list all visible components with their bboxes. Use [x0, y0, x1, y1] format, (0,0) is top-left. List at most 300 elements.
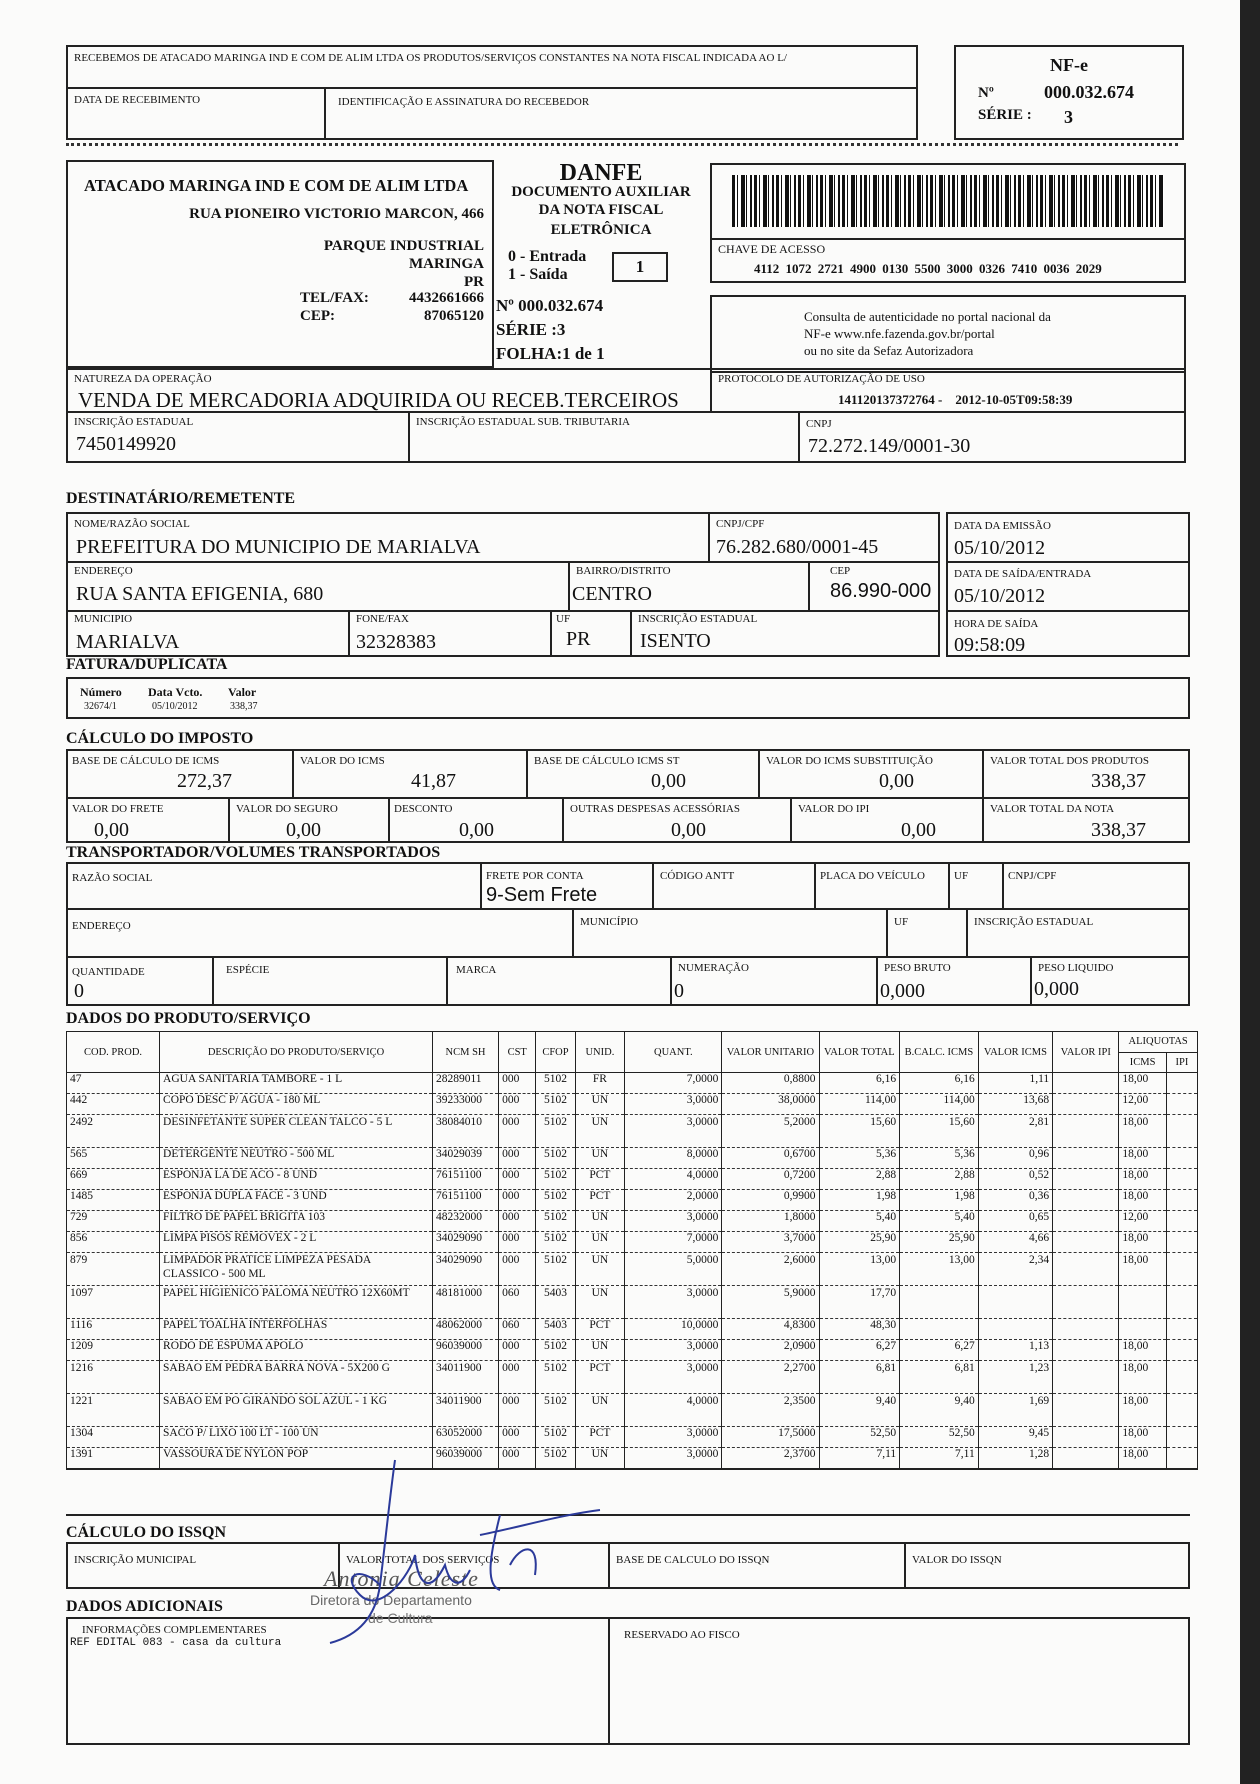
nfe-number-label: Nº — [978, 85, 994, 101]
table-cell: 48062000 — [432, 1319, 498, 1340]
table-cell: 1,98 — [900, 1190, 979, 1211]
table-cell: AGUA SANITARIA TAMBORE - 1 L — [160, 1073, 433, 1094]
municipal-registration-label: INSCRIÇÃO MUNICIPAL — [74, 1554, 197, 1566]
products-section-title: DADOS DO PRODUTO/SERVIÇO — [66, 1010, 311, 1027]
table-cell — [1166, 1115, 1197, 1148]
table-cell: 0,7200 — [722, 1169, 819, 1190]
recipient-section-title: DESTINATÁRIO/REMETENTE — [66, 490, 296, 507]
table-cell: SABAO EM PEDRA BARRA NOVA - 5X200 G — [160, 1361, 433, 1394]
col-aliq-ipi: IPI — [1166, 1052, 1197, 1073]
table-cell: PCT — [575, 1427, 625, 1448]
exit-time: 09:58:09 — [954, 634, 1026, 656]
table-cell — [1053, 1073, 1119, 1094]
table-cell: PCT — [575, 1169, 625, 1190]
table-cell: 2,88 — [900, 1169, 979, 1190]
recipient-uf-label: UF — [556, 613, 571, 625]
table-cell: 39233000 — [432, 1094, 498, 1115]
table-cell: 25,90 — [900, 1232, 979, 1253]
operation-nature-value: VENDA DE MERCADORIA ADQUIRIDA OU RECEB.TERCEIROS — [78, 388, 679, 412]
table-cell: 7,11 — [819, 1448, 900, 1470]
carrier-city-label: MUNICÍPIO — [580, 916, 639, 928]
table-cell: 5,40 — [819, 1211, 900, 1232]
table-cell: 38,0000 — [722, 1094, 819, 1115]
table-cell: 5403 — [536, 1319, 575, 1340]
tax-section-title: CÁLCULO DO IMPOSTO — [66, 730, 254, 747]
insurance-label: VALOR DO SEGURO — [236, 803, 338, 815]
table-row — [67, 1094, 1198, 1115]
icms-st-value-label: VALOR DO ICMS SUBSTITUIÇÃO — [766, 755, 933, 767]
table-cell: 10,0000 — [625, 1319, 722, 1340]
table-cell: 729 — [67, 1211, 160, 1232]
issuer-city: MARINGA — [409, 256, 484, 272]
table-cell — [1053, 1190, 1119, 1211]
table-cell: 5102 — [536, 1340, 575, 1361]
issuer-district: PARQUE INDUSTRIAL — [323, 238, 484, 254]
table-cell: 7,0000 — [625, 1073, 722, 1094]
issue-date-label: DATA DA EMISSÃO — [954, 520, 1051, 532]
barcode-icon — [732, 175, 1164, 227]
discount-value: 0,00 — [459, 819, 494, 841]
table-cell: 3,0000 — [625, 1361, 722, 1394]
table-cell: 5,2000 — [722, 1115, 819, 1148]
table-cell: 000 — [499, 1253, 536, 1286]
access-key-label: CHAVE DE ACESSO — [718, 242, 826, 256]
table-row — [67, 1394, 1198, 1427]
discount-label: DESCONTO — [394, 803, 453, 815]
icms-value: 41,87 — [411, 770, 456, 792]
col-valor-icms: VALOR ICMS — [978, 1032, 1052, 1073]
table-cell — [1166, 1190, 1197, 1211]
table-cell: 1,11 — [978, 1073, 1052, 1094]
cnpj-label: CNPJ — [806, 418, 832, 430]
freight-label: VALOR DO FRETE — [72, 803, 164, 815]
table-cell: 18,00 — [1119, 1232, 1167, 1253]
table-cell — [1053, 1094, 1119, 1115]
net-weight-label: PESO LIQUIDO — [1038, 962, 1114, 974]
table-cell — [1053, 1448, 1119, 1470]
other-expenses-label: OUTRAS DESPESAS ACESSÓRIAS — [570, 803, 740, 815]
issue-date: 05/10/2012 — [954, 537, 1046, 559]
table-cell — [1053, 1169, 1119, 1190]
issuer-cep: 87065120 — [424, 308, 484, 324]
ipi-label: VALOR DO IPI — [798, 803, 870, 815]
authenticity-line-3: ou no site da Sefaz Autorizadora — [804, 343, 974, 358]
table-cell: 17,70 — [819, 1286, 900, 1319]
table-cell: 000 — [499, 1115, 536, 1148]
table-cell — [1053, 1394, 1119, 1427]
nfe-serie: 3 — [1064, 107, 1073, 127]
col-ncm: NCM SH — [432, 1032, 498, 1073]
protocol-value: 141120137372764 - 2012-10-05T09:58:39 — [838, 392, 1073, 407]
receipt-text: RECEBEMOS DE ATACADO MARINGA IND E COM DE ALIM LTDA OS PRODUTOS/SERVIÇOS CONSTANTES NA NOTA FISCAL INDICADA AO L/ — [74, 52, 787, 64]
products-total: 338,37 — [1091, 770, 1146, 792]
issuer-name: ATACADO MARINGA IND E COM DE ALIM LTDA — [84, 176, 469, 195]
table-cell: 6,27 — [900, 1340, 979, 1361]
issuer-tel: 4432661666 — [409, 290, 484, 306]
products-header-row — [67, 1032, 1198, 1053]
danfe-tipo-box: 1 — [612, 252, 668, 282]
table-cell: 6,81 — [900, 1361, 979, 1394]
icms-base: 272,37 — [177, 770, 232, 792]
table-cell — [1166, 1094, 1197, 1115]
table-cell: COPO DESC P/ AGUA - 180 ML — [160, 1094, 433, 1115]
table-cell: 1,69 — [978, 1394, 1052, 1427]
carrier-cnpj-label: CNPJ/CPF — [1008, 870, 1057, 882]
table-cell: 18,00 — [1119, 1073, 1167, 1094]
invoice-value: 338,37 — [230, 701, 258, 712]
icms-value-label: VALOR DO ICMS — [300, 755, 385, 767]
complementary-info-text: REF EDITAL 083 - casa da cultura — [70, 1637, 282, 1649]
table-cell: 28289011 — [432, 1073, 498, 1094]
table-cell: 13,00 — [819, 1253, 900, 1286]
table-cell — [1053, 1361, 1119, 1394]
col-descricao: DESCRIÇÃO DO PRODUTO/SERVIÇO — [160, 1032, 433, 1073]
table-row — [67, 1211, 1198, 1232]
table-cell: 0,52 — [978, 1169, 1052, 1190]
table-cell: 3,0000 — [625, 1094, 722, 1115]
table-cell: 565 — [67, 1148, 160, 1169]
table-cell: 0,6700 — [722, 1148, 819, 1169]
additional-section-title: DADOS ADICIONAIS — [66, 1598, 223, 1615]
table-row — [67, 1253, 1198, 1286]
danfe-saida: 1 - Saída — [508, 266, 568, 283]
table-cell: 4,66 — [978, 1232, 1052, 1253]
carrier-address-label: ENDEREÇO — [72, 920, 131, 932]
table-cell: 000 — [499, 1211, 536, 1232]
plate-label: PLACA DO VEÍCULO — [820, 870, 925, 882]
table-cell: 5102 — [536, 1169, 575, 1190]
table-cell — [1053, 1253, 1119, 1286]
table-cell: 000 — [499, 1448, 536, 1470]
invoice-number-label: Número — [80, 685, 122, 699]
authenticity-line-1: Consulta de autenticidade no portal nacional da — [804, 309, 1051, 324]
table-cell — [1119, 1286, 1167, 1319]
table-row — [67, 1448, 1198, 1470]
table-cell: PAPEL TOALHA INTERFOLHAS — [160, 1319, 433, 1340]
danfe-subtitle-3: ELETRÔNICA — [550, 222, 652, 238]
stamp-title-2: de Cultura — [368, 1610, 433, 1626]
table-cell — [1053, 1286, 1119, 1319]
icms-st-base-label: BASE DE CÁLCULO ICMS ST — [534, 755, 680, 767]
table-cell: 6,16 — [819, 1073, 900, 1094]
table-cell: 48232000 — [432, 1211, 498, 1232]
table-cell: 48,30 — [819, 1319, 900, 1340]
table-cell — [1166, 1361, 1197, 1394]
carrier-uf2-label: UF — [894, 916, 909, 928]
table-row — [67, 1427, 1198, 1448]
table-cell: 12,00 — [1119, 1094, 1167, 1115]
numbering-label: NUMERAÇÃO — [678, 962, 749, 974]
table-row — [67, 1190, 1198, 1211]
table-cell: LIMPA PISOS REMOVEX - 2 L — [160, 1232, 433, 1253]
table-cell: UN — [575, 1094, 625, 1115]
table-cell: 5,9000 — [722, 1286, 819, 1319]
recipient-address-label: ENDEREÇO — [74, 565, 133, 577]
table-cell: ESPONJA DUPLA FACE - 3 UND — [160, 1190, 433, 1211]
table-cell: 5102 — [536, 1073, 575, 1094]
table-cell — [1166, 1286, 1197, 1319]
exit-date: 05/10/2012 — [954, 585, 1046, 607]
table-cell — [1166, 1427, 1197, 1448]
table-cell: 18,00 — [1119, 1427, 1167, 1448]
table-cell: 1485 — [67, 1190, 160, 1211]
table-cell — [1053, 1115, 1119, 1148]
table-cell: 76151100 — [432, 1169, 498, 1190]
numbering-value: 0 — [674, 980, 684, 1002]
table-cell: 0,9900 — [722, 1190, 819, 1211]
table-cell — [1166, 1448, 1197, 1470]
cnpj-value: 72.272.149/0001-30 — [808, 435, 971, 457]
table-cell — [1053, 1232, 1119, 1253]
operation-nature — [66, 368, 712, 413]
table-cell: 5102 — [536, 1190, 575, 1211]
table-cell: 5102 — [536, 1448, 575, 1470]
invoice-total-label: VALOR TOTAL DA NOTA — [990, 803, 1115, 815]
table-cell: DESINFETANTE SUPER CLEAN TALCO - 5 L — [160, 1115, 433, 1148]
table-cell: 9,40 — [900, 1394, 979, 1427]
table-cell: 1209 — [67, 1340, 160, 1361]
invoice-due-label: Data Vcto. — [148, 685, 203, 699]
table-row — [67, 1319, 1198, 1340]
table-cell: 1304 — [67, 1427, 160, 1448]
table-cell: 000 — [499, 1232, 536, 1253]
col-cst: CST — [499, 1032, 536, 1073]
table-cell: 000 — [499, 1094, 536, 1115]
table-cell: UN — [575, 1340, 625, 1361]
danfe-folha: FOLHA:1 de 1 — [496, 344, 605, 363]
table-cell: 7,0000 — [625, 1232, 722, 1253]
icms-st-base: 0,00 — [651, 770, 686, 792]
recipient-name: PREFEITURA DO MUNICIPIO DE MARIALVA — [76, 536, 481, 558]
quantity-label: QUANTIDADE — [72, 966, 145, 978]
issqn-base-label: BASE DE CALCULO DO ISSQN — [616, 1554, 770, 1566]
table-cell: 000 — [499, 1361, 536, 1394]
col-valor-total: VALOR TOTAL — [819, 1032, 900, 1073]
table-cell: UN — [575, 1148, 625, 1169]
table-cell: UN — [575, 1448, 625, 1470]
fisco-label: RESERVADO AO FISCO — [624, 1629, 740, 1641]
access-key-value: 4112 1072 2721 4900 0130 5500 3000 0326 7410 0036 2029 — [754, 261, 1102, 276]
species-label: ESPÉCIE — [226, 964, 270, 976]
danfe-serie: SÉRIE :3 — [496, 320, 566, 339]
table-cell: 15,60 — [819, 1115, 900, 1148]
table-cell: 2,2700 — [722, 1361, 819, 1394]
table-row — [67, 1169, 1198, 1190]
table-cell: 96039000 — [432, 1448, 498, 1470]
table-cell: 5102 — [536, 1148, 575, 1169]
table-cell: 6,27 — [819, 1340, 900, 1361]
table-cell: 12,00 — [1119, 1211, 1167, 1232]
table-cell — [1053, 1148, 1119, 1169]
table-cell: 1,13 — [978, 1340, 1052, 1361]
table-cell: 000 — [499, 1427, 536, 1448]
table-row — [67, 1340, 1198, 1361]
table-cell: UN — [575, 1232, 625, 1253]
table-cell: 3,0000 — [625, 1115, 722, 1148]
table-cell: 18,00 — [1119, 1148, 1167, 1169]
cut-line — [66, 143, 1178, 146]
operation-nature-label: NATUREZA DA OPERAÇÃO — [74, 373, 212, 385]
protocol-label: PROTOCOLO DE AUTORIZAÇÃO DE USO — [718, 373, 925, 385]
table-cell: 1391 — [67, 1448, 160, 1470]
table-cell: 1,8000 — [722, 1211, 819, 1232]
recipient-cnpj-label: CNPJ/CPF — [716, 518, 765, 530]
recipient-district: CENTRO — [572, 583, 652, 605]
table-cell: 669 — [67, 1169, 160, 1190]
issuer-box — [66, 160, 494, 368]
table-cell — [1053, 1211, 1119, 1232]
ie-value: 7450149920 — [76, 433, 176, 455]
net-weight-value: 0,000 — [1034, 978, 1079, 1000]
table-cell: 96039000 — [432, 1340, 498, 1361]
table-cell — [1053, 1340, 1119, 1361]
table-cell: 3,7000 — [722, 1232, 819, 1253]
table-cell: SACO P/ LIXO 100 LT - 100 UN — [160, 1427, 433, 1448]
table-cell: PAPEL HIGIENICO PALOMA NEUTRO 12X60MT — [160, 1286, 433, 1319]
col-valor-unit: VALOR UNITARIO — [722, 1032, 819, 1073]
invoice-due: 05/10/2012 — [152, 701, 198, 712]
table-cell: 4,8300 — [722, 1319, 819, 1340]
icms-st-value: 0,00 — [879, 770, 914, 792]
col-bcalc-icms: B.CALC. ICMS — [900, 1032, 979, 1073]
danfe-title: DANFE — [559, 160, 643, 186]
table-cell: 4,0000 — [625, 1394, 722, 1427]
antt-label: CÓDIGO ANTT — [660, 870, 735, 882]
table-cell: 52,50 — [900, 1427, 979, 1448]
table-cell: 000 — [499, 1073, 536, 1094]
recipient-box — [66, 512, 940, 657]
table-cell: 5102 — [536, 1232, 575, 1253]
receipt-signature-label: IDENTIFICAÇÃO E ASSINATURA DO RECEBEDOR — [338, 96, 590, 108]
table-cell: 7,11 — [900, 1448, 979, 1470]
table-cell — [1166, 1148, 1197, 1169]
table-cell: 2,81 — [978, 1115, 1052, 1148]
invoice-section-title: FATURA/DUPLICATA — [66, 656, 228, 673]
carrier-box — [66, 862, 1190, 1006]
exit-time-label: HORA DE SAÍDA — [954, 618, 1039, 630]
nfe-serie-label: SÉRIE : — [978, 107, 1032, 123]
freight-mode-label: FRETE POR CONTA — [486, 870, 584, 882]
recipient-district-label: BAIRRO/DISTRITO — [576, 565, 671, 577]
table-cell — [1166, 1169, 1197, 1190]
table-cell: 000 — [499, 1394, 536, 1427]
table-cell: 5102 — [536, 1115, 575, 1148]
nfe-number: 000.032.674 — [1044, 82, 1134, 102]
table-cell: 18,00 — [1119, 1169, 1167, 1190]
table-cell: 0,36 — [978, 1190, 1052, 1211]
table-cell: 52,50 — [819, 1427, 900, 1448]
table-cell: VASSOURA DE NYLON POP — [160, 1448, 433, 1470]
recipient-city-label: MUNICIPIO — [74, 613, 133, 625]
table-cell — [1166, 1211, 1197, 1232]
table-cell: 5,0000 — [625, 1253, 722, 1286]
protocol-box — [710, 368, 1186, 413]
danfe-entrada: 0 - Entrada — [508, 248, 587, 265]
table-cell: 060 — [499, 1286, 536, 1319]
table-cell: UN — [575, 1115, 625, 1148]
table-cell: 000 — [499, 1169, 536, 1190]
table-cell: 18,00 — [1119, 1448, 1167, 1470]
table-cell: 856 — [67, 1232, 160, 1253]
table-cell: 5102 — [536, 1094, 575, 1115]
table-cell: 6,81 — [819, 1361, 900, 1394]
danfe-subtitle-2: DA NOTA FISCAL — [538, 202, 664, 218]
table-cell: 000 — [499, 1190, 536, 1211]
table-cell: UN — [575, 1253, 625, 1286]
table-cell: 1,23 — [978, 1361, 1052, 1394]
table-cell — [1166, 1394, 1197, 1427]
table-cell: 34029090 — [432, 1232, 498, 1253]
table-cell: 76151100 — [432, 1190, 498, 1211]
col-cod: COD. PROD. — [67, 1032, 160, 1073]
recipient-phone: 32328383 — [356, 631, 436, 653]
table-cell: 18,00 — [1119, 1340, 1167, 1361]
table-cell: 4,0000 — [625, 1169, 722, 1190]
other-expenses-value: 0,00 — [671, 819, 706, 841]
table-cell: 9,40 — [819, 1394, 900, 1427]
recipient-address: RUA SANTA EFIGENIA, 680 — [76, 583, 324, 605]
dates-box — [946, 512, 1190, 657]
table-cell: 18,00 — [1119, 1253, 1167, 1286]
table-cell: 2,88 — [819, 1169, 900, 1190]
recipient-cnpj: 76.282.680/0001-45 — [716, 536, 879, 558]
ie-label: INSCRIÇÃO ESTADUAL — [74, 416, 194, 428]
table-row — [67, 1073, 1198, 1094]
col-aliquotas: ALIQUOTAS — [1119, 1032, 1198, 1053]
table-cell: PCT — [575, 1319, 625, 1340]
table-cell: 879 — [67, 1253, 160, 1286]
invoice-number: 32674/1 — [84, 701, 117, 712]
table-cell: 13,68 — [978, 1094, 1052, 1115]
products-total-label: VALOR TOTAL DOS PRODUTOS — [990, 755, 1149, 767]
table-cell: RODO DE ESPUMA APOLO — [160, 1340, 433, 1361]
table-cell: UN — [575, 1211, 625, 1232]
recipient-uf: PR — [566, 628, 591, 650]
issqn-value-label: VALOR DO ISSQN — [912, 1554, 1002, 1566]
table-cell: 2,3700 — [722, 1448, 819, 1470]
table-cell: 000 — [499, 1340, 536, 1361]
receipt-stub — [66, 45, 918, 140]
table-cell: 5102 — [536, 1253, 575, 1286]
issuer-address: RUA PIONEIRO VICTORIO MARCON, 466 — [189, 206, 484, 222]
carrier-section-title: TRANSPORTADOR/VOLUMES TRANSPORTADOS — [66, 844, 441, 861]
products-table — [66, 1031, 1198, 1470]
table-cell: 63052000 — [432, 1427, 498, 1448]
table-cell: 1097 — [67, 1286, 160, 1319]
authenticity-box — [710, 295, 1186, 373]
table-cell: LIMPADOR PRATICE LIMPEZA PESADA CLASSICO - 500 ML — [160, 1253, 433, 1286]
table-cell: 060 — [499, 1319, 536, 1340]
issqn-top-rule — [66, 1514, 1190, 1516]
table-cell — [1119, 1319, 1167, 1340]
recipient-phone-label: FONE/FAX — [356, 613, 409, 625]
table-cell: 17,5000 — [722, 1427, 819, 1448]
recipient-ie-label: INSCRIÇÃO ESTADUAL — [638, 613, 758, 625]
table-cell: 0,8800 — [722, 1073, 819, 1094]
table-cell: 5403 — [536, 1286, 575, 1319]
recipient-cep-label: CEP — [830, 565, 851, 577]
issuer-tel-label: TEL/FAX: — [300, 290, 369, 306]
table-cell — [1166, 1340, 1197, 1361]
table-cell: UN — [575, 1286, 625, 1319]
freight-value: 0,00 — [94, 819, 129, 841]
danfe-header — [494, 160, 708, 368]
carrier-name-label: RAZÃO SOCIAL — [72, 872, 153, 884]
table-cell: 2,3500 — [722, 1394, 819, 1427]
issqn-section-title: CÁLCULO DO ISSQN — [66, 1524, 227, 1541]
table-cell: 48181000 — [432, 1286, 498, 1319]
recipient-cep: 86.990-000 — [830, 580, 932, 602]
